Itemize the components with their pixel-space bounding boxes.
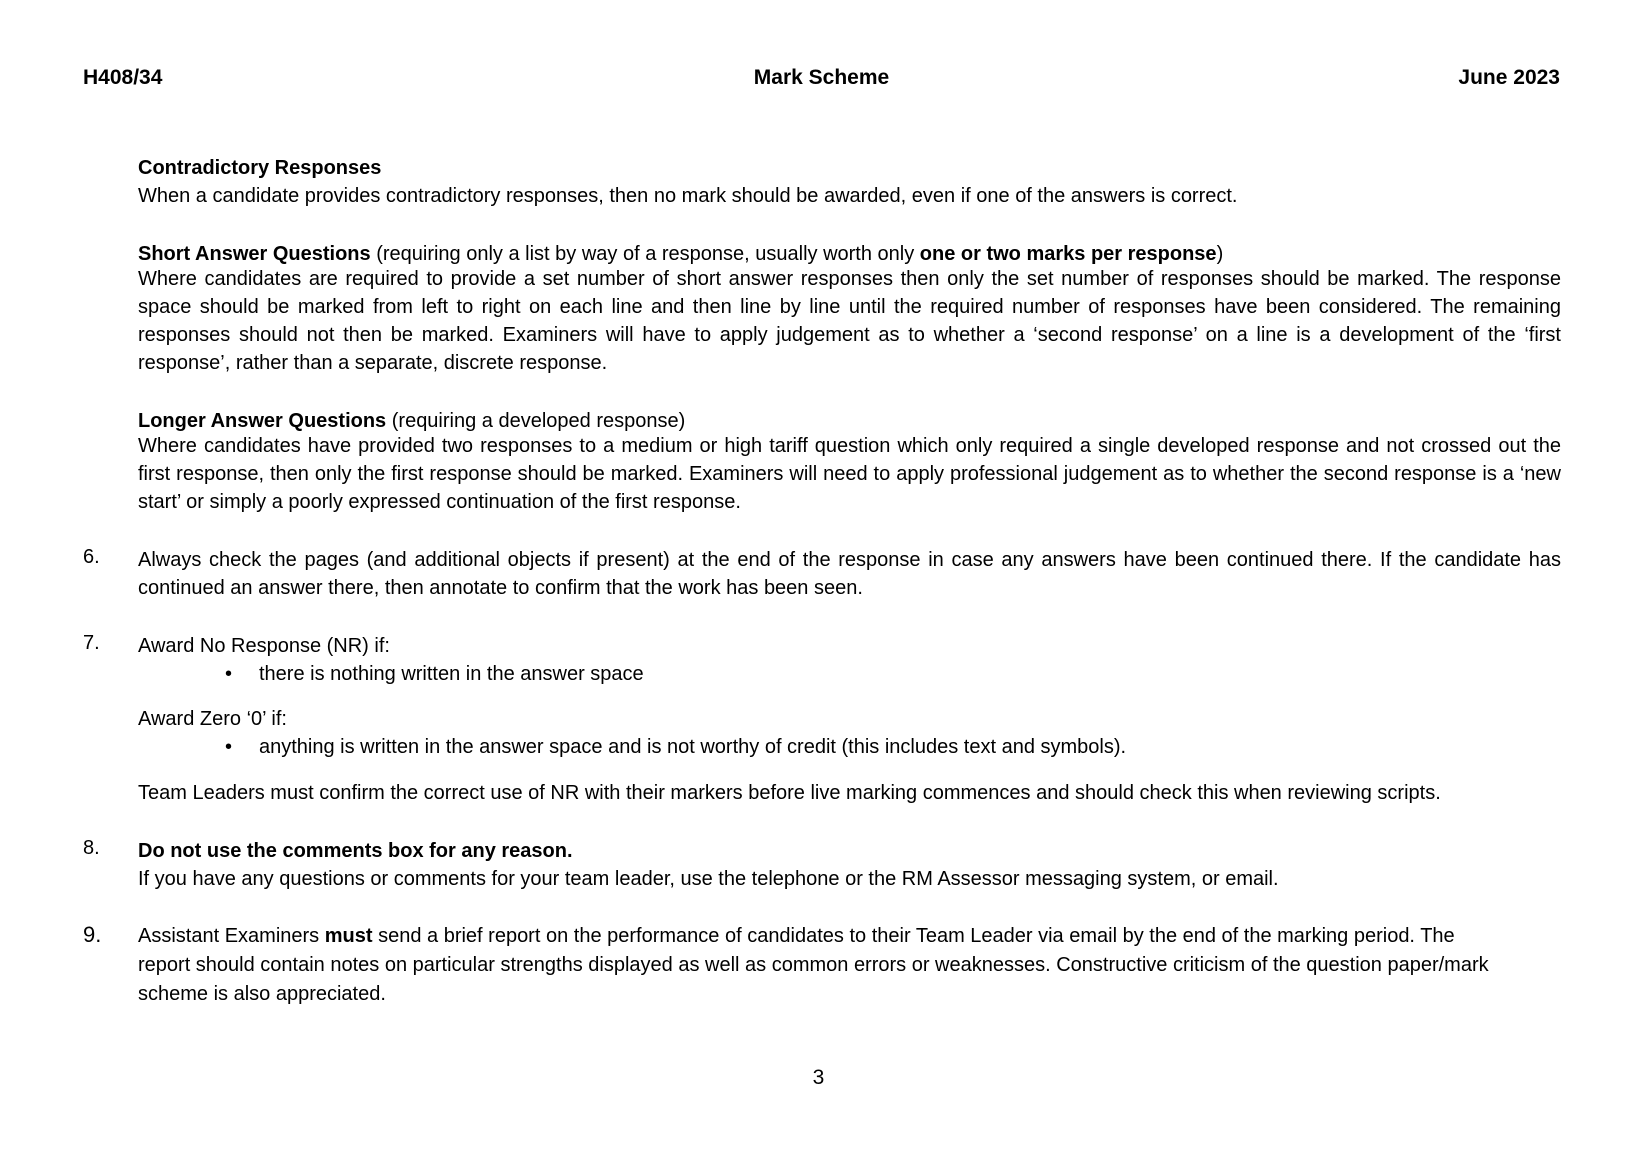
section-heading-line [138, 240, 1561, 268]
paper-code: H408/34 [83, 66, 163, 89]
item-emphasis: must [324, 925, 373, 947]
section-heading-line [138, 407, 1561, 435]
page-header [83, 66, 1560, 96]
item-bold-instruction: Do not use the comments box for any reason. [138, 840, 573, 862]
bullet-icon: • [225, 736, 233, 758]
zero-intro: Award Zero ‘0’ if: [138, 708, 287, 730]
item-text: Always check the pages (and additional objects if present) at the end of the response in case any answers have been continued there. If the candidate has continued an answer there, then annotate to confirm that the work has been seen. [138, 549, 1561, 599]
section-contradictory-responses [138, 154, 1561, 210]
heading-qualifier: (requiring a developed response) [386, 410, 686, 432]
item-text [138, 922, 1561, 1009]
nr-bullet-item [83, 660, 1561, 688]
exam-date: June 2023 [1458, 66, 1560, 89]
section-heading: Contradictory Responses [138, 157, 382, 179]
section-heading: Longer Answer Questions [138, 410, 387, 432]
numbered-item-7 [83, 632, 1561, 660]
section-short-answer-questions [138, 240, 1561, 377]
item-text-pre: Assistant Examiners [138, 925, 325, 947]
nr-intro: Award No Response (NR) if: [138, 635, 390, 657]
section-heading: Short Answer Questions [138, 243, 371, 265]
bullet-text: there is nothing written in the answer space [259, 663, 644, 685]
heading-qualifier-close: ) [1216, 243, 1224, 265]
document-title: Mark Scheme [753, 66, 890, 89]
numbered-item-6 [83, 546, 1561, 602]
section-body: Where candidates have provided two responses to a medium or high tariff question which only required a single developed response and not crossed out the first response, then only the first response should be marked. Examiners will need to apply professional judgement as to whether the second response is a ‘new start’ or simply a poorly expressed continuation of the first response. [138, 435, 1561, 513]
item-text: If you have any questions or comments for your team leader, use the telephone or the RM Assessor messaging system, or email. [138, 868, 1279, 890]
document-body [83, 154, 1561, 1009]
item-number: 9. [83, 922, 102, 947]
item-number: 8. [83, 837, 100, 859]
page-number: 3 [812, 1066, 825, 1089]
section-body: When a candidate provides contradictory responses, then no mark should be awarded, even if one of the answers is correct. [138, 185, 1238, 207]
team-leaders-note: Team Leaders must confirm the correct use of NR with their markers before live marking commences and should check this when reviewing scripts. [138, 782, 1441, 804]
numbered-item-9 [83, 922, 1561, 1009]
item-text-post: send a brief report on the performance of candidates to their Team Leader via email by the end of the marking period. The report should contain notes on particular strengths displayed as well as common errors or weaknesses. Constructive criticism of the question paper/mark scheme is also appreciated. [138, 925, 1489, 1005]
numbered-item-8 [83, 837, 1561, 893]
zero-bullet-item [83, 733, 1561, 761]
bullet-text: anything is written in the answer space and is not worthy of credit (this includes text and symbols). [259, 736, 1127, 758]
item-number: 6. [83, 546, 100, 568]
section-body: Where candidates are required to provide a set number of short answer responses then only the set number of responses should be marked. The response space should be marked from left to right on each line and then line by line until the required number of responses have been considered. The remaining responses should not then be marked. Examiners will have to apply judgement as to whether a ‘second response’ on a line is a development of the ‘first response’, rather than a separate, discrete response. [138, 268, 1561, 374]
heading-qualifier-emphasis: one or two marks per response [919, 243, 1217, 265]
bullet-icon: • [225, 663, 233, 685]
item-number: 7. [83, 632, 100, 654]
heading-qualifier: (requiring only a list by way of a response, usually worth only [370, 243, 920, 265]
section-longer-answer-questions [138, 407, 1561, 516]
